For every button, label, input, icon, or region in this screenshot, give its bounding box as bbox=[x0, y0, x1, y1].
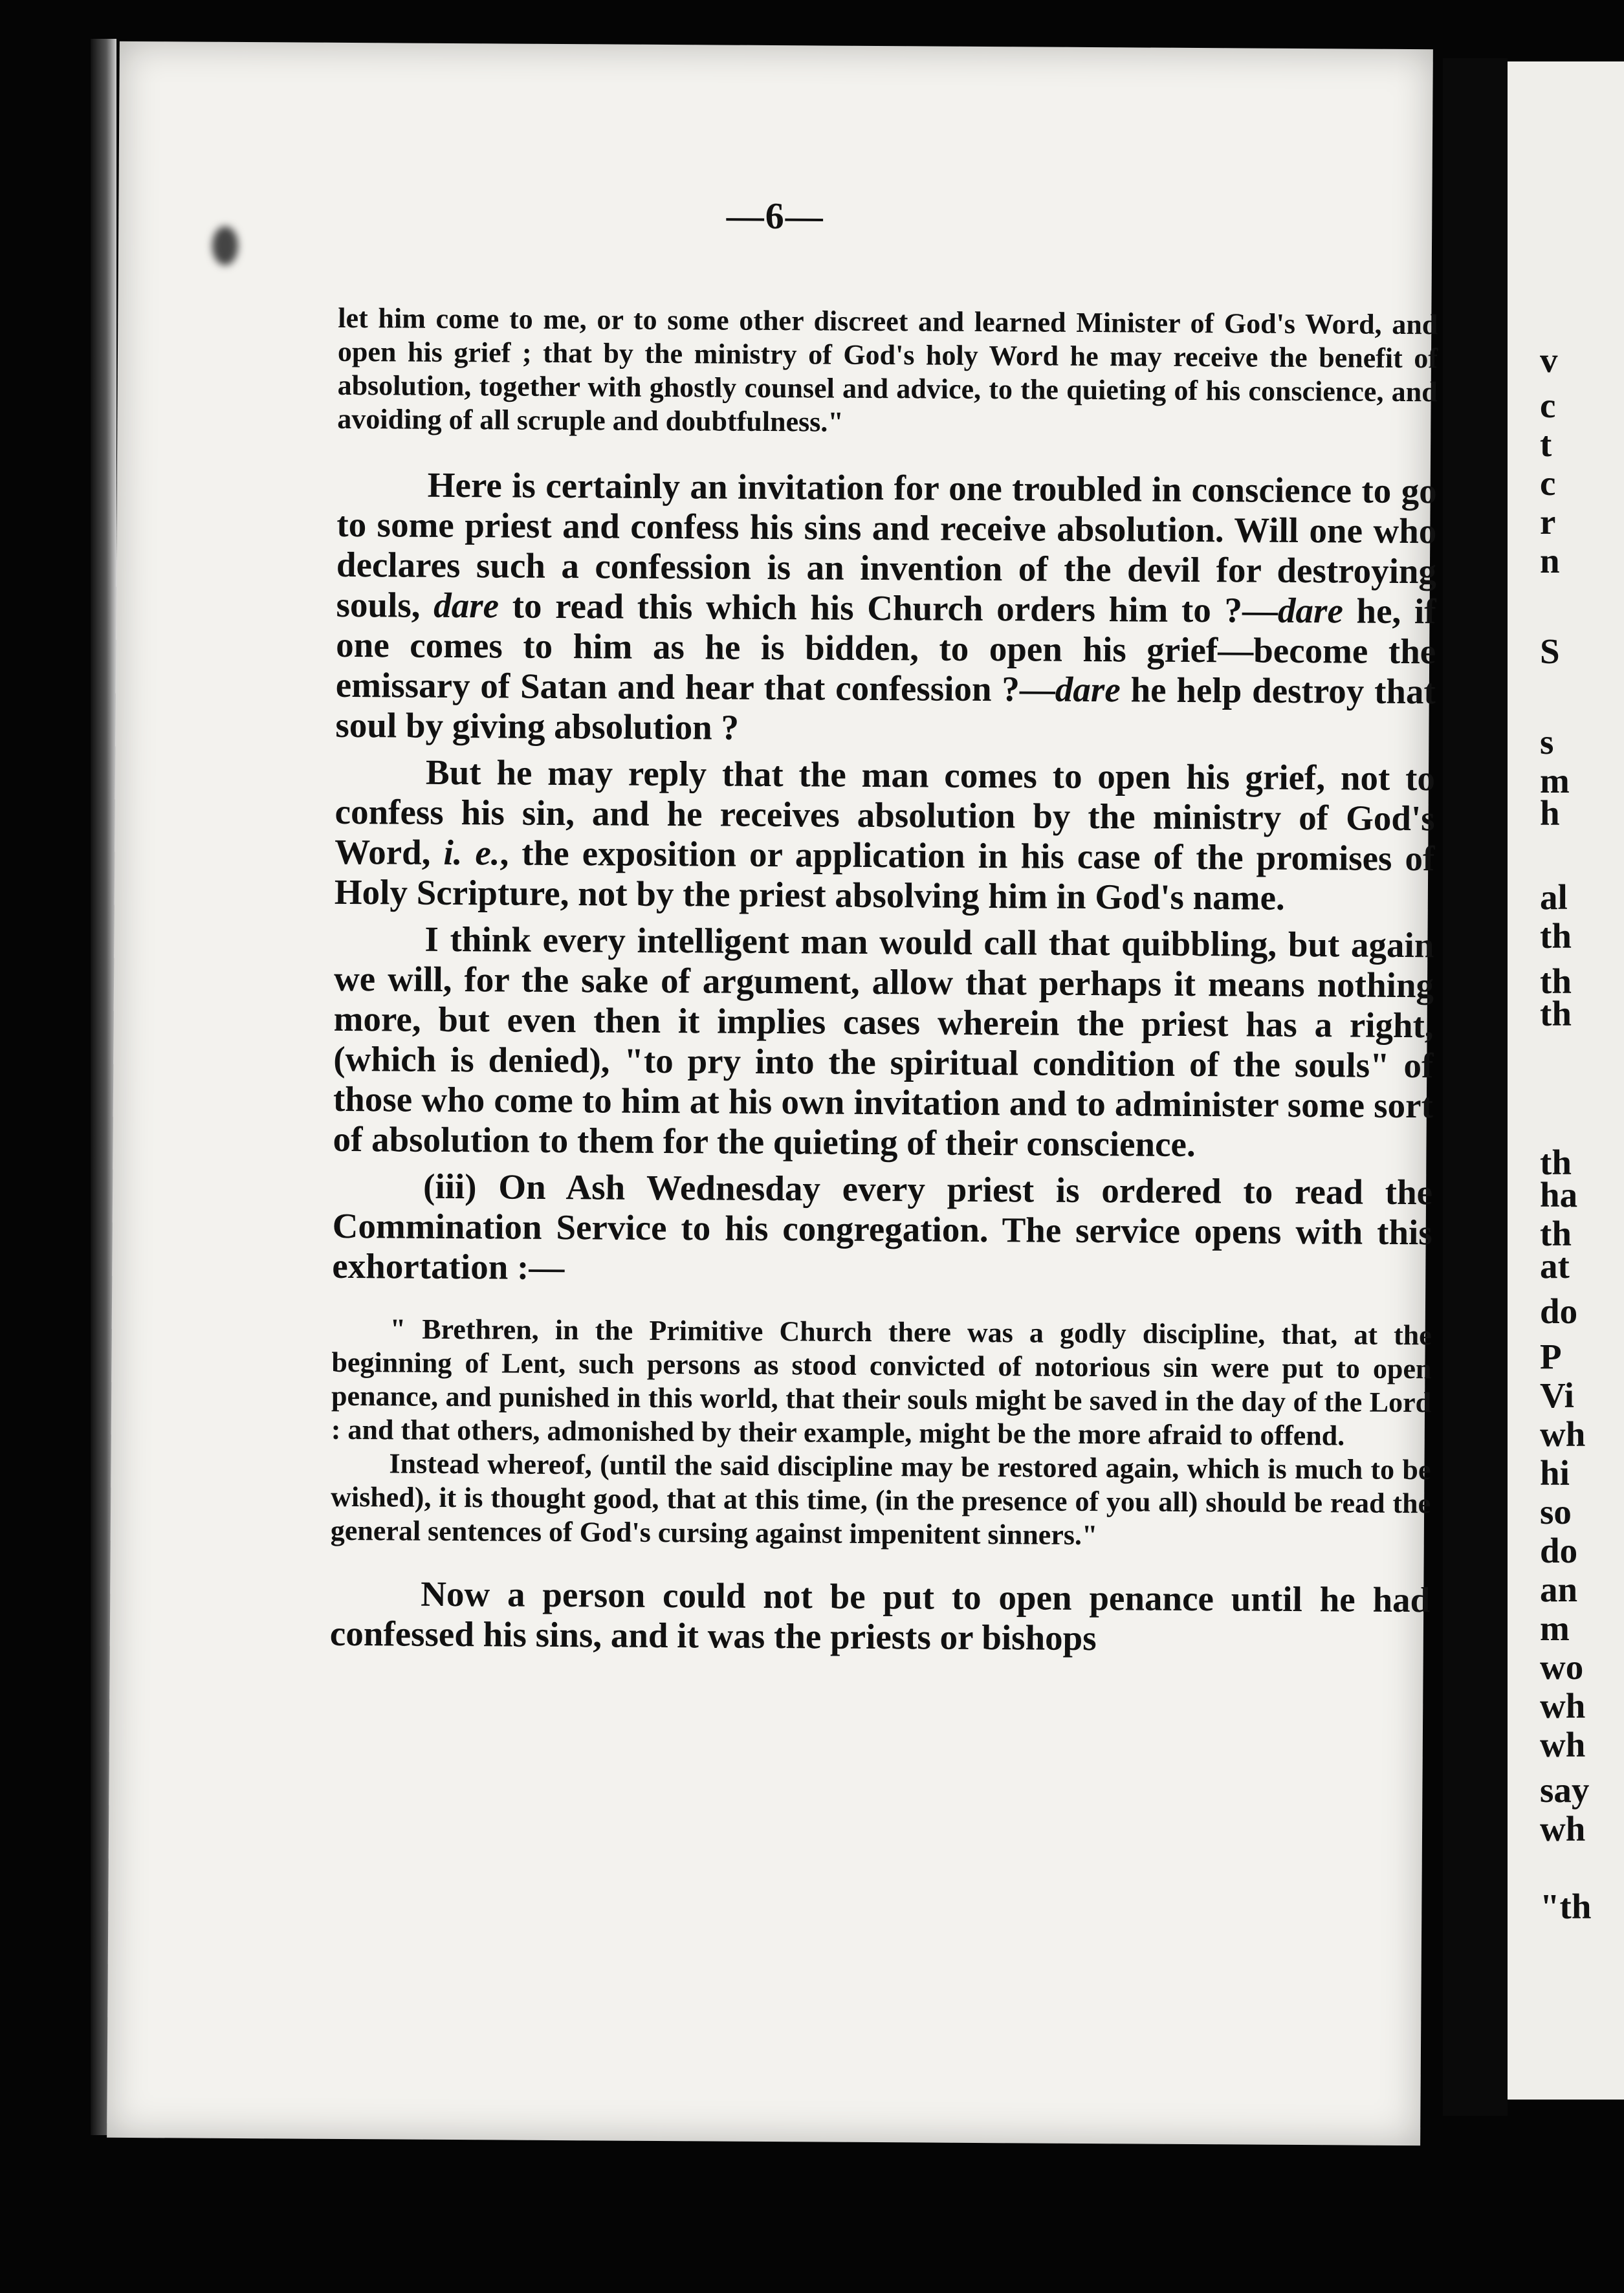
next-page-fragment: s bbox=[1540, 722, 1554, 762]
page-content bbox=[330, 302, 1438, 1667]
p1-dare-3: dare bbox=[1055, 669, 1121, 710]
paragraph-3: I think every intelligent man would call that quibbling, but again we will, for the sake of argument, allow that perhaps it means nothing more, but even then it implies cases wherein the priest has a right, (which is denied), "to pry into the spiritual condition of the souls" of those who come to him at his own invitation and to administer some sort of absolution to them for the quieting of their conscience. bbox=[333, 919, 1434, 1165]
p1-dare-1: dare bbox=[433, 585, 499, 626]
next-page-fragment: do bbox=[1540, 1531, 1578, 1570]
commination-quote-p2: Instead whereof, (until the said discipline may be restored again, which is much to be wished), it is thought good, that at this time, (in the presence of you all) should be read the general sentences of God's cursing against impenitent sinners." bbox=[330, 1447, 1431, 1552]
scan-speck bbox=[212, 226, 238, 265]
commination-quote bbox=[331, 1312, 1432, 1554]
p1-text-d: he help destroy that soul by giving absolution ? bbox=[335, 670, 1436, 747]
next-page-fragment: th bbox=[1540, 1214, 1572, 1253]
next-page-fragment: wh bbox=[1540, 1686, 1586, 1726]
document-page bbox=[107, 41, 1438, 2145]
next-page-fragment: wh bbox=[1540, 1725, 1586, 1764]
paragraph-1 bbox=[335, 465, 1437, 752]
next-page-fragment: wo bbox=[1540, 1647, 1584, 1687]
p2-ie: i. e. bbox=[443, 832, 500, 873]
next-page-fragment: Vi bbox=[1540, 1376, 1574, 1415]
next-page-fragment: so bbox=[1540, 1492, 1572, 1531]
next-page-fragment: v bbox=[1540, 340, 1558, 380]
next-page-fragment: P bbox=[1540, 1337, 1562, 1376]
p2-text-b: , the exposition or application in his case of the promises of Holy Scripture, not by the priest absolving him in God's name. bbox=[334, 833, 1435, 917]
p1-text-a: Here is certainly an invitation for one troubled in conscience to go to some priest and confess his sins and receive absolution. Will one who declares such a confession is an invention of the devil for destroying souls, bbox=[336, 465, 1437, 625]
p2-text-a: But he may reply that the man comes to open his grief, not to confess his sin, and he receives absolution by the ministry of God's Word, bbox=[335, 752, 1436, 872]
next-page-fragment: c bbox=[1540, 386, 1556, 425]
next-page-fragment: th bbox=[1540, 994, 1572, 1033]
next-page-fragment: r bbox=[1540, 502, 1556, 542]
next-page-edge bbox=[1508, 61, 1624, 2100]
p1-dare-2: dare bbox=[1277, 590, 1344, 631]
next-page-fragment: h bbox=[1540, 793, 1560, 833]
p1-text-b: to read this which his Church orders him to ?— bbox=[498, 586, 1278, 630]
next-page-fragment: say bbox=[1540, 1770, 1590, 1810]
paragraph-2 bbox=[335, 752, 1435, 919]
next-page-fragment: th bbox=[1540, 916, 1572, 956]
spine-shadow bbox=[1443, 58, 1508, 2116]
next-page-fragment: wh bbox=[1540, 1809, 1586, 1849]
paragraph-4: (iii) On Ash Wednesday every priest is ordered to read the Commination Service to his congregation. The service opens with this exhortation :— bbox=[332, 1166, 1433, 1288]
next-page-fragment: an bbox=[1540, 1570, 1578, 1609]
next-page-fragment: m bbox=[1540, 1608, 1570, 1648]
next-page-fragment: "th bbox=[1540, 1887, 1592, 1926]
next-page-fragment: do bbox=[1540, 1291, 1578, 1331]
p1-text-c: he, if one comes to him as he is bidden, to open his grief—become the emissary of Satan and hear that confession ?— bbox=[335, 591, 1436, 709]
next-page-fragment: ha bbox=[1540, 1175, 1578, 1214]
next-page-fragment: m bbox=[1540, 761, 1570, 800]
next-page-fragment: wh bbox=[1540, 1414, 1586, 1454]
next-page-fragment: t bbox=[1540, 424, 1552, 464]
next-page-fragment: c bbox=[1540, 463, 1556, 503]
opening-quote: let him come to me, or to some other discreet and learned Minister of God's Word, and open his grief ; that by the ministry of God's holy Word he may receive the benefit of absolution, together with ghostly counsel and advice, to the quieting of his conscience, and avoiding of all scruple and doubtfulness." bbox=[337, 302, 1438, 438]
next-page-fragment: th bbox=[1540, 961, 1572, 1001]
next-page-fragment: th bbox=[1540, 1143, 1572, 1182]
paragraph-5: Now a person could not be put to open penance until he had confessed his sins, and it was the priests or bishops bbox=[329, 1574, 1431, 1658]
commination-quote-p1: " Brethren, in the Primitive Church there was a godly discipline, that, at the beginning of Lent, such persons as stood convicted of notorious sin were put to open penance, and punished in this world, that their souls might be saved in the day of the Lord : and that others, admonished by their example, might be the more afraid to offend. bbox=[331, 1313, 1432, 1452]
next-page-fragment: S bbox=[1540, 631, 1560, 671]
next-page-fragment: at bbox=[1540, 1246, 1570, 1286]
page-number: —6— bbox=[726, 194, 824, 237]
next-page-fragment: hi bbox=[1540, 1453, 1570, 1493]
next-page-fragment: n bbox=[1540, 541, 1560, 580]
next-page-fragment: al bbox=[1540, 877, 1568, 917]
